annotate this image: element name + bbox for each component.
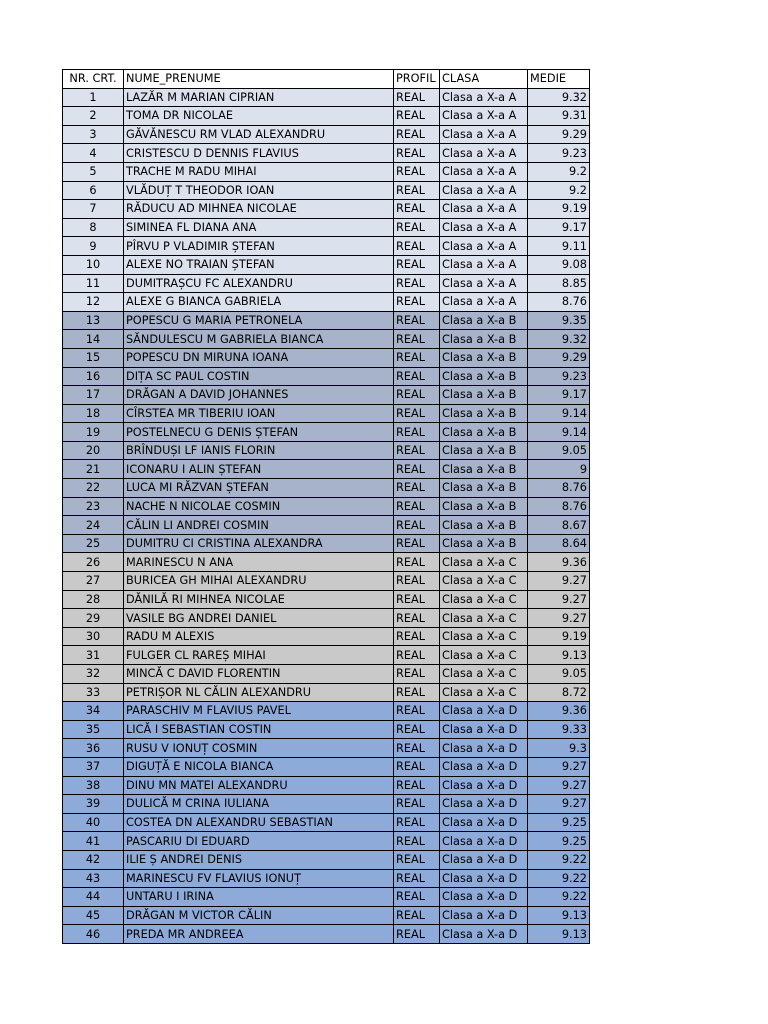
cell-nr-crt: 46	[63, 925, 124, 944]
cell-nume-prenume: DRĂGAN A DAVID JOHANNES	[124, 386, 394, 405]
cell-nr-crt: 21	[63, 460, 124, 479]
cell-nume-prenume: DIȚA SC PAUL COSTIN	[124, 367, 394, 386]
cell-nume-prenume: DIGUȚĂ E NICOLA BIANCA	[124, 757, 394, 776]
cell-nr-crt: 32	[63, 665, 124, 684]
table-row	[63, 367, 590, 386]
cell-nume-prenume: POSTELNECU G DENIS ȘTEFAN	[124, 423, 394, 442]
table-row	[63, 609, 590, 628]
cell-profil: REAL	[394, 200, 440, 219]
table-row	[63, 888, 590, 907]
table-row	[63, 330, 590, 349]
cell-profil: REAL	[394, 534, 440, 553]
cell-nume-prenume: NACHE N NICOLAE COSMIN	[124, 497, 394, 516]
cell-clasa: Clasa a X-a B	[440, 497, 528, 516]
cell-profil: REAL	[394, 330, 440, 349]
cell-clasa: Clasa a X-a A	[440, 125, 528, 144]
table-row	[63, 646, 590, 665]
table-row	[63, 404, 590, 423]
cell-nume-prenume: GĂVĂNESCU RM VLAD ALEXANDRU	[124, 125, 394, 144]
cell-nume-prenume: UNTARU I IRINA	[124, 888, 394, 907]
header-nume-prenume: NUME_PRENUME	[124, 70, 394, 89]
cell-medie: 9.13	[528, 925, 590, 944]
table-row	[63, 739, 590, 758]
table-row	[63, 776, 590, 795]
cell-clasa: Clasa a X-a B	[440, 479, 528, 498]
cell-nume-prenume: PETRIȘOR NL CĂLIN ALEXANDRU	[124, 683, 394, 702]
cell-nr-crt: 25	[63, 534, 124, 553]
cell-medie: 9.27	[528, 757, 590, 776]
cell-nume-prenume: SĂNDULESCU M GABRIELA BIANCA	[124, 330, 394, 349]
cell-profil: REAL	[394, 423, 440, 442]
cell-clasa: Clasa a X-a A	[440, 255, 528, 274]
cell-nume-prenume: DINU MN MATEI ALEXANDRU	[124, 776, 394, 795]
cell-profil: REAL	[394, 311, 440, 330]
cell-nr-crt: 8	[63, 218, 124, 237]
cell-profil: REAL	[394, 683, 440, 702]
cell-clasa: Clasa a X-a A	[440, 293, 528, 312]
cell-medie: 8.64	[528, 534, 590, 553]
cell-clasa: Clasa a X-a B	[440, 460, 528, 479]
cell-nr-crt: 37	[63, 757, 124, 776]
table-row	[63, 144, 590, 163]
cell-medie: 9.27	[528, 795, 590, 814]
cell-nr-crt: 3	[63, 125, 124, 144]
cell-nr-crt: 10	[63, 255, 124, 274]
cell-medie: 9.19	[528, 627, 590, 646]
cell-profil: REAL	[394, 757, 440, 776]
cell-nume-prenume: DRĂGAN M VICTOR CĂLIN	[124, 906, 394, 925]
cell-clasa: Clasa a X-a D	[440, 776, 528, 795]
cell-profil: REAL	[394, 553, 440, 572]
cell-clasa: Clasa a X-a C	[440, 646, 528, 665]
cell-clasa: Clasa a X-a D	[440, 720, 528, 739]
cell-medie: 9.2	[528, 181, 590, 200]
cell-nr-crt: 24	[63, 516, 124, 535]
cell-nume-prenume: TOMA DR NICOLAE	[124, 107, 394, 126]
cell-profil: REAL	[394, 460, 440, 479]
cell-clasa: Clasa a X-a C	[440, 572, 528, 591]
cell-profil: REAL	[394, 609, 440, 628]
cell-nume-prenume: MARINESCU N ANA	[124, 553, 394, 572]
cell-nume-prenume: ILIE Ș ANDREI DENIS	[124, 850, 394, 869]
cell-medie: 9.33	[528, 720, 590, 739]
cell-nr-crt: 7	[63, 200, 124, 219]
cell-profil: REAL	[394, 107, 440, 126]
table-row	[63, 720, 590, 739]
cell-medie: 9	[528, 460, 590, 479]
table-row	[63, 348, 590, 367]
cell-nume-prenume: FULGER CL RAREȘ MIHAI	[124, 646, 394, 665]
table-row	[63, 237, 590, 256]
table-row	[63, 795, 590, 814]
cell-medie: 9.22	[528, 850, 590, 869]
cell-nume-prenume: COSTEA DN ALEXANDRU SEBASTIAN	[124, 813, 394, 832]
cell-medie: 9.17	[528, 386, 590, 405]
cell-nume-prenume: TRACHE M RADU MIHAI	[124, 162, 394, 181]
cell-profil: REAL	[394, 404, 440, 423]
table-row	[63, 200, 590, 219]
cell-nr-crt: 34	[63, 702, 124, 721]
table-row	[63, 925, 590, 944]
table-row	[63, 479, 590, 498]
cell-profil: REAL	[394, 925, 440, 944]
table-row	[63, 88, 590, 107]
cell-medie: 9.14	[528, 423, 590, 442]
cell-nr-crt: 17	[63, 386, 124, 405]
cell-medie: 9.05	[528, 665, 590, 684]
cell-medie: 9.25	[528, 832, 590, 851]
table-row	[63, 590, 590, 609]
cell-nume-prenume: ALEXE G BIANCA GABRIELA	[124, 293, 394, 312]
cell-clasa: Clasa a X-a A	[440, 144, 528, 163]
cell-profil: REAL	[394, 739, 440, 758]
cell-nr-crt: 38	[63, 776, 124, 795]
cell-clasa: Clasa a X-a A	[440, 107, 528, 126]
cell-nr-crt: 16	[63, 367, 124, 386]
cell-nr-crt: 22	[63, 479, 124, 498]
cell-nr-crt: 9	[63, 237, 124, 256]
cell-profil: REAL	[394, 813, 440, 832]
cell-nume-prenume: POPESCU G MARIA PETRONELA	[124, 311, 394, 330]
cell-medie: 9.05	[528, 441, 590, 460]
cell-nume-prenume: MARINESCU FV FLAVIUS IONUȚ	[124, 869, 394, 888]
cell-clasa: Clasa a X-a A	[440, 181, 528, 200]
cell-nr-crt: 5	[63, 162, 124, 181]
cell-nr-crt: 45	[63, 906, 124, 925]
cell-profil: REAL	[394, 255, 440, 274]
table-row	[63, 218, 590, 237]
cell-nr-crt: 35	[63, 720, 124, 739]
cell-nr-crt: 44	[63, 888, 124, 907]
cell-medie: 8.72	[528, 683, 590, 702]
cell-profil: REAL	[394, 237, 440, 256]
cell-nume-prenume: ICONARU I ALIN ȘTEFAN	[124, 460, 394, 479]
table-row	[63, 274, 590, 293]
table-row	[63, 683, 590, 702]
table-row	[63, 813, 590, 832]
cell-medie: 9.13	[528, 906, 590, 925]
cell-profil: REAL	[394, 516, 440, 535]
cell-medie: 8.67	[528, 516, 590, 535]
cell-clasa: Clasa a X-a A	[440, 200, 528, 219]
cell-medie: 9.14	[528, 404, 590, 423]
cell-clasa: Clasa a X-a B	[440, 534, 528, 553]
cell-profil: REAL	[394, 888, 440, 907]
cell-profil: REAL	[394, 906, 440, 925]
cell-medie: 9.08	[528, 255, 590, 274]
cell-clasa: Clasa a X-a A	[440, 237, 528, 256]
cell-nume-prenume: DUMITRU CI CRISTINA ALEXANDRA	[124, 534, 394, 553]
table-row	[63, 125, 590, 144]
table-row	[63, 162, 590, 181]
cell-clasa: Clasa a X-a D	[440, 702, 528, 721]
cell-clasa: Clasa a X-a D	[440, 925, 528, 944]
cell-clasa: Clasa a X-a D	[440, 888, 528, 907]
cell-profil: REAL	[394, 665, 440, 684]
cell-medie: 8.76	[528, 497, 590, 516]
cell-medie: 9.25	[528, 813, 590, 832]
header-medie: MEDIE	[528, 70, 590, 89]
cell-nume-prenume: DĂNILĂ RI MIHNEA NICOLAE	[124, 590, 394, 609]
cell-clasa: Clasa a X-a B	[440, 516, 528, 535]
cell-nr-crt: 27	[63, 572, 124, 591]
cell-profil: REAL	[394, 850, 440, 869]
cell-nr-crt: 1	[63, 88, 124, 107]
cell-clasa: Clasa a X-a B	[440, 330, 528, 349]
header-profil: PROFIL	[394, 70, 440, 89]
cell-clasa: Clasa a X-a C	[440, 665, 528, 684]
cell-clasa: Clasa a X-a D	[440, 739, 528, 758]
cell-nume-prenume: PREDA MR ANDREEA	[124, 925, 394, 944]
cell-medie: 9.31	[528, 107, 590, 126]
cell-medie: 9.32	[528, 330, 590, 349]
header-nr-crt: NR. CRT.	[63, 70, 124, 89]
cell-nr-crt: 15	[63, 348, 124, 367]
cell-medie: 8.76	[528, 293, 590, 312]
cell-nr-crt: 23	[63, 497, 124, 516]
cell-medie: 9.35	[528, 311, 590, 330]
cell-profil: REAL	[394, 348, 440, 367]
cell-profil: REAL	[394, 702, 440, 721]
cell-nume-prenume: DUMITRAȘCU FC ALEXANDRU	[124, 274, 394, 293]
cell-profil: REAL	[394, 776, 440, 795]
cell-nume-prenume: CRISTESCU D DENNIS FLAVIUS	[124, 144, 394, 163]
table-row	[63, 702, 590, 721]
cell-medie: 8.85	[528, 274, 590, 293]
table-row	[63, 757, 590, 776]
cell-clasa: Clasa a X-a C	[440, 609, 528, 628]
table-row	[63, 832, 590, 851]
cell-profil: REAL	[394, 125, 440, 144]
cell-nr-crt: 33	[63, 683, 124, 702]
cell-clasa: Clasa a X-a D	[440, 813, 528, 832]
cell-nr-crt: 2	[63, 107, 124, 126]
cell-profil: REAL	[394, 218, 440, 237]
table-row	[63, 516, 590, 535]
cell-nr-crt: 39	[63, 795, 124, 814]
cell-nr-crt: 6	[63, 181, 124, 200]
cell-nr-crt: 36	[63, 739, 124, 758]
cell-medie: 9.27	[528, 590, 590, 609]
cell-medie: 9.27	[528, 776, 590, 795]
cell-nume-prenume: VASILE BG ANDREI DANIEL	[124, 609, 394, 628]
cell-medie: 9.27	[528, 609, 590, 628]
cell-clasa: Clasa a X-a B	[440, 441, 528, 460]
cell-nume-prenume: SIMINEA FL DIANA ANA	[124, 218, 394, 237]
cell-profil: REAL	[394, 274, 440, 293]
cell-nr-crt: 18	[63, 404, 124, 423]
cell-nr-crt: 11	[63, 274, 124, 293]
cell-nume-prenume: DULICĂ M CRINA IULIANA	[124, 795, 394, 814]
cell-clasa: Clasa a X-a C	[440, 627, 528, 646]
table-row	[63, 386, 590, 405]
cell-profil: REAL	[394, 869, 440, 888]
cell-nr-crt: 28	[63, 590, 124, 609]
cell-medie: 9.27	[528, 572, 590, 591]
cell-profil: REAL	[394, 572, 440, 591]
cell-clasa: Clasa a X-a C	[440, 553, 528, 572]
table-row	[63, 255, 590, 274]
cell-nr-crt: 26	[63, 553, 124, 572]
cell-nume-prenume: RUSU V IONUȚ COSMIN	[124, 739, 394, 758]
cell-nr-crt: 42	[63, 850, 124, 869]
student-table	[62, 69, 590, 944]
cell-nr-crt: 41	[63, 832, 124, 851]
cell-medie: 9.23	[528, 367, 590, 386]
cell-clasa: Clasa a X-a A	[440, 218, 528, 237]
cell-clasa: Clasa a X-a B	[440, 423, 528, 442]
cell-clasa: Clasa a X-a B	[440, 367, 528, 386]
table-row	[63, 423, 590, 442]
cell-nume-prenume: POPESCU DN MIRUNA IOANA	[124, 348, 394, 367]
cell-clasa: Clasa a X-a D	[440, 850, 528, 869]
cell-medie: 9.36	[528, 553, 590, 572]
cell-nr-crt: 43	[63, 869, 124, 888]
table-row	[63, 460, 590, 479]
cell-medie: 9.22	[528, 869, 590, 888]
cell-nume-prenume: LUCA MI RĂZVAN ȘTEFAN	[124, 479, 394, 498]
cell-profil: REAL	[394, 627, 440, 646]
cell-medie: 9.22	[528, 888, 590, 907]
cell-nume-prenume: PÎRVU P VLADIMIR ȘTEFAN	[124, 237, 394, 256]
cell-clasa: Clasa a X-a B	[440, 348, 528, 367]
cell-nr-crt: 31	[63, 646, 124, 665]
cell-clasa: Clasa a X-a C	[440, 683, 528, 702]
cell-clasa: Clasa a X-a B	[440, 386, 528, 405]
cell-profil: REAL	[394, 795, 440, 814]
cell-clasa: Clasa a X-a D	[440, 906, 528, 925]
cell-clasa: Clasa a X-a C	[440, 590, 528, 609]
table-row	[63, 572, 590, 591]
cell-nr-crt: 19	[63, 423, 124, 442]
cell-profil: REAL	[394, 144, 440, 163]
cell-nume-prenume: ALEXE NO TRAIAN ȘTEFAN	[124, 255, 394, 274]
cell-profil: REAL	[394, 646, 440, 665]
cell-clasa: Clasa a X-a B	[440, 404, 528, 423]
cell-nr-crt: 14	[63, 330, 124, 349]
cell-profil: REAL	[394, 162, 440, 181]
cell-medie: 9.17	[528, 218, 590, 237]
cell-clasa: Clasa a X-a D	[440, 832, 528, 851]
table-row	[63, 311, 590, 330]
cell-nume-prenume: BURICEA GH MIHAI ALEXANDRU	[124, 572, 394, 591]
table-row	[63, 107, 590, 126]
cell-medie: 9.32	[528, 88, 590, 107]
cell-profil: REAL	[394, 293, 440, 312]
cell-clasa: Clasa a X-a B	[440, 311, 528, 330]
cell-profil: REAL	[394, 497, 440, 516]
cell-clasa: Clasa a X-a A	[440, 274, 528, 293]
cell-medie: 9.23	[528, 144, 590, 163]
cell-nume-prenume: LAZĂR M MARIAN CIPRIAN	[124, 88, 394, 107]
table-header-row	[63, 70, 590, 89]
table-row	[63, 497, 590, 516]
cell-profil: REAL	[394, 367, 440, 386]
table-body	[63, 88, 590, 943]
cell-medie: 8.76	[528, 479, 590, 498]
cell-profil: REAL	[394, 441, 440, 460]
cell-clasa: Clasa a X-a D	[440, 869, 528, 888]
cell-nr-crt: 29	[63, 609, 124, 628]
table-row	[63, 534, 590, 553]
cell-nume-prenume: MINCĂ C DAVID FLORENTIN	[124, 665, 394, 684]
cell-medie: 9.11	[528, 237, 590, 256]
cell-profil: REAL	[394, 479, 440, 498]
cell-medie: 9.29	[528, 348, 590, 367]
cell-clasa: Clasa a X-a A	[440, 88, 528, 107]
cell-nr-crt: 40	[63, 813, 124, 832]
cell-medie: 9.29	[528, 125, 590, 144]
cell-profil: REAL	[394, 832, 440, 851]
cell-nume-prenume: PASCARIU DI EDUARD	[124, 832, 394, 851]
cell-profil: REAL	[394, 88, 440, 107]
header-clasa: CLASA	[440, 70, 528, 89]
cell-medie: 9.2	[528, 162, 590, 181]
cell-nume-prenume: VLĂDUȚ T THEODOR IOAN	[124, 181, 394, 200]
cell-nume-prenume: BRÎNDUȘI LF IANIS FLORIN	[124, 441, 394, 460]
cell-nr-crt: 20	[63, 441, 124, 460]
table-row	[63, 181, 590, 200]
table-row	[63, 665, 590, 684]
cell-profil: REAL	[394, 386, 440, 405]
cell-medie: 9.36	[528, 702, 590, 721]
cell-clasa: Clasa a X-a D	[440, 757, 528, 776]
cell-medie: 9.3	[528, 739, 590, 758]
cell-profil: REAL	[394, 720, 440, 739]
cell-nume-prenume: RADU M ALEXIS	[124, 627, 394, 646]
cell-nume-prenume: CÎRSTEA MR TIBERIU IOAN	[124, 404, 394, 423]
cell-profil: REAL	[394, 181, 440, 200]
table-row	[63, 441, 590, 460]
cell-clasa: Clasa a X-a A	[440, 162, 528, 181]
table-row	[63, 293, 590, 312]
table-row	[63, 850, 590, 869]
table-row	[63, 906, 590, 925]
cell-nr-crt: 13	[63, 311, 124, 330]
table-row	[63, 553, 590, 572]
cell-nr-crt: 12	[63, 293, 124, 312]
cell-medie: 9.19	[528, 200, 590, 219]
cell-clasa: Clasa a X-a D	[440, 795, 528, 814]
cell-profil: REAL	[394, 590, 440, 609]
cell-nume-prenume: CĂLIN LI ANDREI COSMIN	[124, 516, 394, 535]
cell-nume-prenume: PARASCHIV M FLAVIUS PAVEL	[124, 702, 394, 721]
cell-nume-prenume: LICĂ I SEBASTIAN COSTIN	[124, 720, 394, 739]
table-row	[63, 869, 590, 888]
cell-nr-crt: 4	[63, 144, 124, 163]
cell-nr-crt: 30	[63, 627, 124, 646]
table-row	[63, 627, 590, 646]
cell-nume-prenume: RĂDUCU AD MIHNEA NICOLAE	[124, 200, 394, 219]
cell-medie: 9.13	[528, 646, 590, 665]
